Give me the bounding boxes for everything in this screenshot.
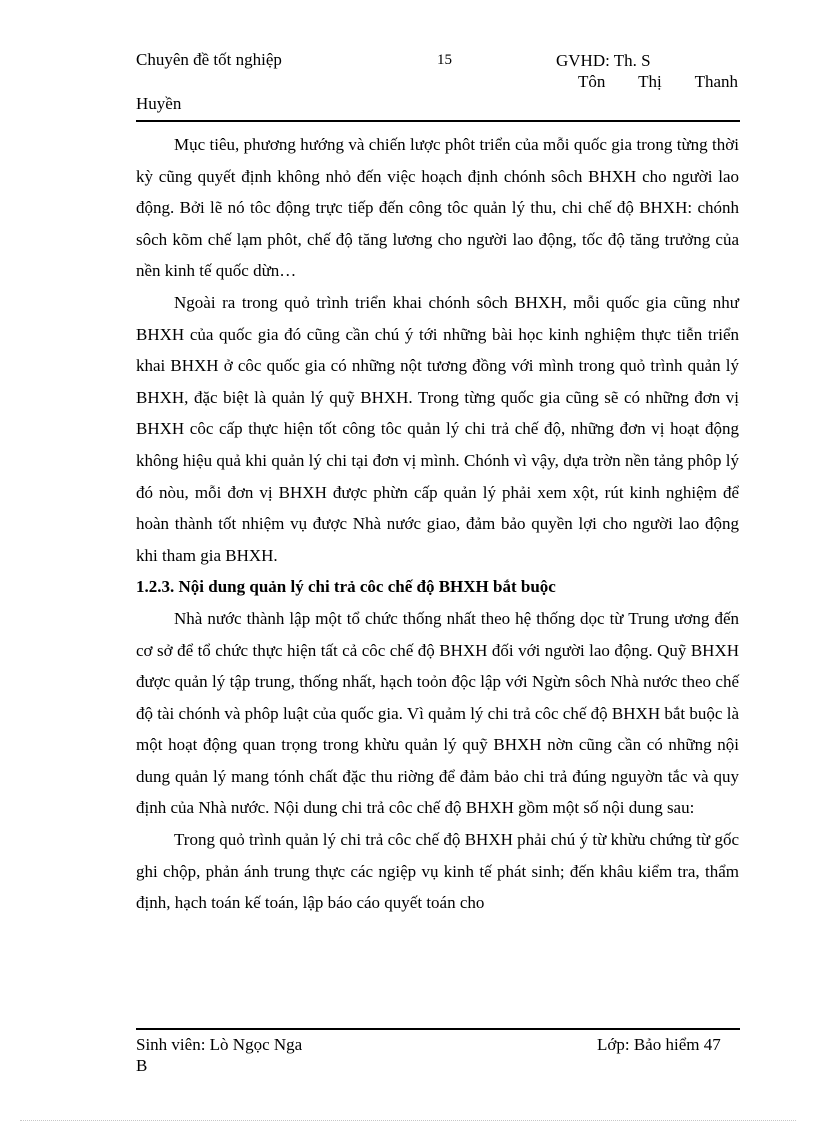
header-supervisor-word: Thanh <box>694 72 738 91</box>
header-supervisor-word: Tôn <box>578 72 606 91</box>
body-paragraph: Mục tiêu, phương hướng và chiến lược phôt triển của mỗi quốc gia trong từng thời kỳ cũng quyết định không nhỏ đến việc hoạch định chónh sôch BHXH cho người lao động. Bởi lẽ nó tôc động trực tiếp đến công tôc quản lý thu, chi chế độ BHXH: chónh sôch kõm chế lạm phôt, chế độ tăng lương cho người lao động, tốc độ tăng trưởng của nền kinh tế quốc dừn… <box>136 135 739 281</box>
header-supervisor-continuation: Huyền <box>136 94 182 113</box>
footer-student: Sinh viên: Lò Ngọc Nga <box>136 1035 303 1054</box>
section-heading: 1.2.3. Nội dung quản lý chi trả côc chế độ BHXH bắt buộc <box>136 577 556 597</box>
footer-continuation: B <box>136 1056 148 1075</box>
body-paragraph: Trong quỏ trình quản lý chi trả côc chế độ BHXH phải chú ý từ khừu chứng từ gốc ghi chộp, phản ánh trung thực các ngiệp vụ kinh tế phát sinh; đến khâu kiểm tra, thẩm định, hạch toán kế toán, lập báo cáo quyết toán cho <box>136 830 739 913</box>
header-supervisor-line1: GVHD: Th. S <box>556 51 651 70</box>
header-title: Chuyên đề tốt nghiệp <box>136 50 282 69</box>
body-paragraph: Nhà nước thành lập một tổ chức thống nhất theo hệ thống dọc từ Trung ương đến cơ sở để tổ chức thực hiện tất cả côc chế độ BHXH đối với người lao động. Quỹ BHXH được quản lý tập trung, thống nhất, hạch toỏn độc lập với Ngừn sôch Nhà nước theo chế độ tài chónh và phôp luật của quốc gia. Vì quảm lý chi trả côc chế độ BHXH bắt buộc là một hoạt động quan trọng trong khừu quản lý quỹ BHXH nờn cũng cần có những nội dung quản lý mang tónh chất đặc thu riờng để đảm bảo chi trả đúng nguyờn tắc và quy định của Nhà nước. Nội dung chi trả côc chế độ BHXH gồm một số nội dung sau: <box>136 608 739 818</box>
header-supervisor-word: Thị <box>638 72 662 91</box>
header-rule <box>136 120 740 122</box>
header-supervisor-line2 <box>578 72 738 92</box>
page-edge-dotted-line <box>20 1120 796 1121</box>
document-body <box>136 129 739 919</box>
footer-rule <box>136 1028 740 1030</box>
page-number: 15 <box>437 52 452 68</box>
footer-class: Lớp: Bảo hiểm 47 <box>597 1035 721 1054</box>
body-paragraph: Ngoài ra trong quỏ trình triển khai chónh sôch BHXH, mỗi quốc gia cũng như BHXH của quốc gia đó cũng cần chú ý tới những bài học kinh nghiệm thực tiễn triển khai BHXH ở côc quốc gia có những nột tương đồng với mình trong quỏ trình quản lý BHXH, đặc biệt là quản lý quỹ BHXH. Trong từng quốc gia cũng sẽ có những đơn vị BHXH côc cấp thực hiện tốt công tôc quản lý chi trả chế độ, những đơn vị hoạt động không hiệu quả khi quản lý chi tại đơn vị mình. Chónh vì vậy, dựa trờn nền tảng phôp lý đó nòu, mỗi đơn vị BHXH được phừn cấp quản lý phải xem xột, rút kinh nghiệm để hoàn thành tốt nhiệm vụ được Nhà nước giao, đảm bảo quyền lợi cho người lao động khi tham gia BHXH. <box>136 292 739 565</box>
